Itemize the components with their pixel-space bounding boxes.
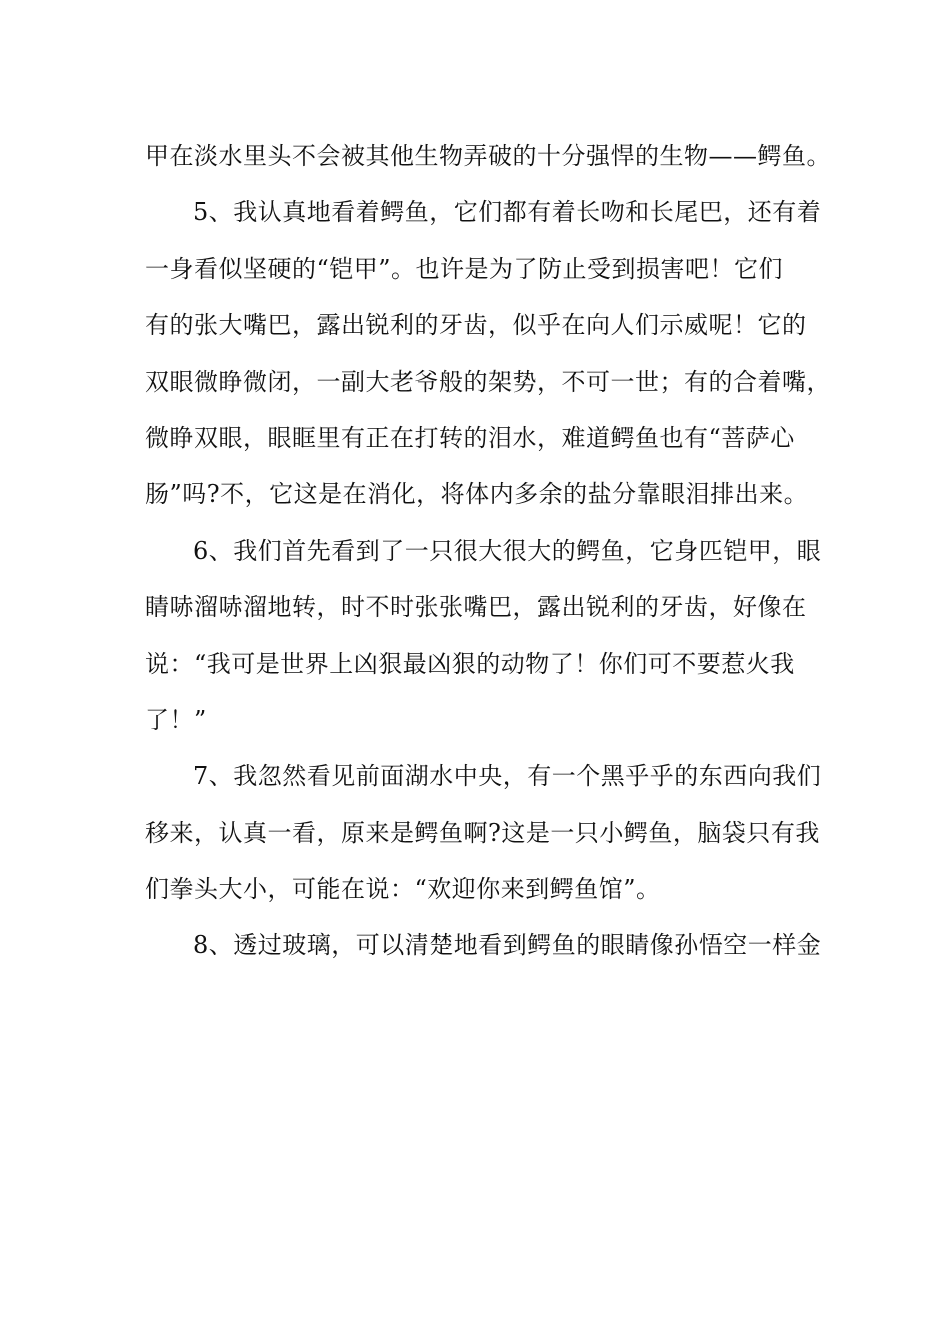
text-line: 甲在淡水里头不会被其他生物弄破的十分强悍的生物——鳄鱼。	[145, 142, 831, 170]
text-line: 肠”吗?不，它这是在消化，将体内多余的盐分靠眼泪排出来。	[145, 480, 809, 509]
text-line: 微睁双眼，眼眶里有正在打转的泪水，难道鳄鱼也有“菩萨心	[145, 423, 795, 452]
text-line: 一身看似坚硬的“铠甲”。也许是为了防止受到损害吧！它们	[145, 254, 784, 283]
text-line: 7、我忽然看见前面湖水中央，有一个黑乎乎的东西向我们	[193, 762, 822, 791]
text-line: 6、我们首先看到了一只很大很大的鳄鱼，它身匹铠甲，眼	[193, 536, 822, 565]
text-line: 了！”	[145, 705, 207, 734]
body-text	[145, 128, 835, 974]
text-line: 8、透过玻璃，可以清楚地看到鳄鱼的眼睛像孙悟空一样金	[193, 931, 822, 960]
text-line: 睛哧溜哧溜地转，时不时张张嘴巴，露出锐利的牙齿，好像在	[145, 593, 807, 622]
text-line: 们拳头大小，可能在说：“欢迎你来到鳄鱼馆”。	[145, 875, 661, 904]
text-line: 移来，认真一看，原来是鳄鱼啊?这是一只小鳄鱼，脑袋只有我	[145, 818, 820, 847]
text-line: 5、我认真地看着鳄鱼，它们都有着长吻和长尾巴，还有着	[193, 198, 822, 227]
text-line: 有的张大嘴巴，露出锐利的牙齿，似乎在向人们示威呢！它的	[145, 311, 807, 340]
text-line: 双眼微睁微闭，一副大老爷般的架势，不可一世；有的合着嘴，	[145, 367, 831, 396]
text-line: 说：“我可是世界上凶狠最凶狠的动物了！你们可不要惹火我	[145, 649, 795, 678]
